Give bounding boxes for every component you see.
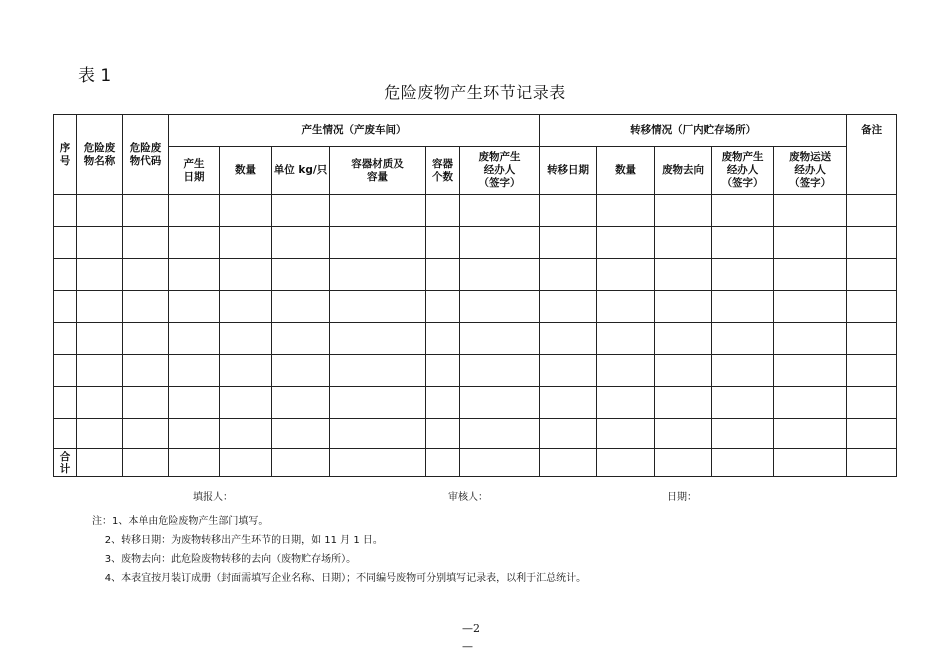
table-row: [54, 291, 897, 323]
page-number-line: —: [462, 640, 473, 653]
header-waste-code: 危险废 物代码: [123, 115, 169, 195]
waste-code-cell[interactable]: [123, 259, 169, 291]
remarks-cell[interactable]: [847, 355, 897, 387]
waste-code-cell[interactable]: [123, 419, 169, 449]
transfer-date-cell[interactable]: [540, 387, 597, 419]
transfer-quantity-cell[interactable]: [597, 355, 655, 387]
table-row: [54, 227, 897, 259]
transfer-quantity-cell[interactable]: [597, 291, 655, 323]
unit-cell[interactable]: [272, 387, 330, 419]
header-production-group: 产生情况（产废车间）: [169, 115, 540, 147]
transfer-quantity-cell[interactable]: [597, 259, 655, 291]
waste-code-cell[interactable]: [123, 355, 169, 387]
serial-cell[interactable]: [54, 195, 77, 227]
total-waste-name-cell[interactable]: [77, 449, 123, 477]
header-waste-name: 危险废 物名称: [77, 115, 123, 195]
header-production-date: 产生 日期: [169, 147, 220, 195]
waste-code-cell[interactable]: [123, 323, 169, 355]
waste-name-cell[interactable]: [77, 387, 123, 419]
container-count-cell[interactable]: [426, 195, 460, 227]
transfer-quantity-cell[interactable]: [597, 387, 655, 419]
waste-name-cell[interactable]: [77, 195, 123, 227]
serial-cell[interactable]: [54, 387, 77, 419]
transfer-quantity-cell[interactable]: [597, 419, 655, 449]
serial-cell[interactable]: [54, 419, 77, 449]
unit-cell[interactable]: [272, 227, 330, 259]
hazardous-waste-record-table: [53, 114, 897, 477]
note-item: 注：1、本单由危险废物产生部门填写。: [92, 516, 269, 527]
header-transfer-production-handler: 废物产生 经办人 （签字）: [712, 147, 774, 195]
table-row: [54, 323, 897, 355]
transfer-date-cell[interactable]: [540, 195, 597, 227]
remarks-cell[interactable]: [847, 323, 897, 355]
serial-cell[interactable]: [54, 227, 77, 259]
production-date-cell[interactable]: [169, 291, 220, 323]
production-quantity-cell[interactable]: [220, 195, 272, 227]
transfer-date-cell[interactable]: [540, 259, 597, 291]
date-signature-label: 日期：: [667, 492, 697, 503]
transfer-date-cell[interactable]: [540, 227, 597, 259]
filler-signature-label: 填报人：: [193, 492, 233, 503]
waste-name-cell[interactable]: [77, 355, 123, 387]
notes-section: [92, 512, 586, 588]
remarks-cell[interactable]: [847, 259, 897, 291]
header-remarks: 备注: [847, 115, 897, 195]
header-serial: 序 号: [54, 115, 77, 195]
unit-cell[interactable]: [272, 355, 330, 387]
header-waste-destination: 废物去向: [655, 147, 712, 195]
container-material-cell[interactable]: [330, 291, 426, 323]
unit-cell[interactable]: [272, 291, 330, 323]
transport-handler-cell[interactable]: [774, 195, 847, 227]
header-production-unit: 单位 kg/只: [272, 147, 330, 195]
waste-code-cell[interactable]: [123, 227, 169, 259]
destination-cell[interactable]: [655, 323, 712, 355]
container-count-cell[interactable]: [426, 419, 460, 449]
total-transfer-date-cell[interactable]: [540, 449, 597, 477]
transfer-production-handler-cell[interactable]: [712, 323, 774, 355]
waste-name-cell[interactable]: [77, 291, 123, 323]
total-production-date-cell[interactable]: [169, 449, 220, 477]
unit-cell[interactable]: [272, 195, 330, 227]
transfer-production-handler-cell[interactable]: [712, 291, 774, 323]
table-number: 表 1: [78, 66, 112, 86]
total-container-material-cell[interactable]: [330, 449, 426, 477]
container-count-cell[interactable]: [426, 323, 460, 355]
production-handler-cell[interactable]: [460, 419, 540, 449]
total-label: 合 计: [54, 449, 77, 477]
transport-handler-cell[interactable]: [774, 419, 847, 449]
transfer-production-handler-cell[interactable]: [712, 259, 774, 291]
destination-cell[interactable]: [655, 387, 712, 419]
remarks-cell[interactable]: [847, 419, 897, 449]
note-item: 4、本表宜按月装订成册（封面需填写企业名称、日期）；不同编号废物可分别填写记录表，以利于汇总统计。: [92, 573, 587, 584]
waste-name-cell[interactable]: [77, 323, 123, 355]
transport-handler-cell[interactable]: [774, 387, 847, 419]
transfer-production-handler-cell[interactable]: [712, 195, 774, 227]
total-unit-cell[interactable]: [272, 449, 330, 477]
total-container-count-cell[interactable]: [426, 449, 460, 477]
remarks-cell[interactable]: [847, 291, 897, 323]
production-quantity-cell[interactable]: [220, 419, 272, 449]
page-number: [462, 620, 480, 656]
total-row: [54, 449, 897, 477]
production-date-cell[interactable]: [169, 323, 220, 355]
production-quantity-cell[interactable]: [220, 227, 272, 259]
production-quantity-cell[interactable]: [220, 323, 272, 355]
production-quantity-cell[interactable]: [220, 259, 272, 291]
serial-cell[interactable]: [54, 355, 77, 387]
production-handler-cell[interactable]: [460, 323, 540, 355]
reviewer-signature-label: 审核人：: [448, 492, 488, 503]
remarks-cell[interactable]: [847, 227, 897, 259]
table-row: [54, 259, 897, 291]
header-production-handler: 废物产生 经办人 （签字）: [460, 147, 540, 195]
container-material-cell[interactable]: [330, 227, 426, 259]
unit-cell[interactable]: [272, 419, 330, 449]
container-count-cell[interactable]: [426, 355, 460, 387]
waste-name-cell[interactable]: [77, 419, 123, 449]
transport-handler-cell[interactable]: [774, 291, 847, 323]
waste-code-cell[interactable]: [123, 195, 169, 227]
production-handler-cell[interactable]: [460, 195, 540, 227]
transport-handler-cell[interactable]: [774, 355, 847, 387]
container-count-cell[interactable]: [426, 259, 460, 291]
header-transfer-date: 转移日期: [540, 147, 597, 195]
total-waste-code-cell[interactable]: [123, 449, 169, 477]
container-material-cell[interactable]: [330, 387, 426, 419]
header-transfer-quantity: 数量: [597, 147, 655, 195]
destination-cell[interactable]: [655, 355, 712, 387]
header-transport-handler: 废物运送 经办人 （签字）: [774, 147, 847, 195]
container-material-cell[interactable]: [330, 355, 426, 387]
container-material-cell[interactable]: [330, 259, 426, 291]
transfer-quantity-cell[interactable]: [597, 323, 655, 355]
table-row: [54, 195, 897, 227]
remarks-cell[interactable]: [847, 195, 897, 227]
production-handler-cell[interactable]: [460, 259, 540, 291]
total-production-quantity-cell[interactable]: [220, 449, 272, 477]
destination-cell[interactable]: [655, 259, 712, 291]
document-title: 危险废物产生环节记录表: [384, 83, 566, 102]
destination-cell[interactable]: [655, 291, 712, 323]
container-material-cell[interactable]: [330, 419, 426, 449]
production-date-cell[interactable]: [169, 355, 220, 387]
production-handler-cell[interactable]: [460, 387, 540, 419]
total-transfer-production-handler-cell[interactable]: [712, 449, 774, 477]
transport-handler-cell[interactable]: [774, 259, 847, 291]
total-transfer-quantity-cell[interactable]: [597, 449, 655, 477]
unit-cell[interactable]: [272, 323, 330, 355]
total-transport-handler-cell[interactable]: [774, 449, 847, 477]
serial-cell[interactable]: [54, 323, 77, 355]
header-container-count: 容器 个数: [426, 147, 460, 195]
transport-handler-cell[interactable]: [774, 227, 847, 259]
production-date-cell[interactable]: [169, 227, 220, 259]
note-item: 3、废物去向：此危险废物转移的去向（废物贮存场所）。: [92, 554, 357, 565]
transfer-production-handler-cell[interactable]: [712, 419, 774, 449]
transfer-quantity-cell[interactable]: [597, 227, 655, 259]
header-transfer-group: 转移情况（厂内贮存场所）: [540, 115, 847, 147]
transfer-date-cell[interactable]: [540, 323, 597, 355]
transfer-quantity-cell[interactable]: [597, 195, 655, 227]
transfer-date-cell[interactable]: [540, 291, 597, 323]
table-row: [54, 419, 897, 449]
header-container-material: 容器材质及 容量: [330, 147, 426, 195]
destination-cell[interactable]: [655, 419, 712, 449]
destination-cell[interactable]: [655, 227, 712, 259]
remarks-cell[interactable]: [847, 387, 897, 419]
container-count-cell[interactable]: [426, 227, 460, 259]
transfer-production-handler-cell[interactable]: [712, 387, 774, 419]
waste-name-cell[interactable]: [77, 259, 123, 291]
note-item: 2、转移日期：为废物转移出产生环节的日期，如 11 月 1 日。: [92, 535, 383, 546]
transfer-date-cell[interactable]: [540, 419, 597, 449]
container-count-cell[interactable]: [426, 387, 460, 419]
production-date-cell[interactable]: [169, 195, 220, 227]
destination-cell[interactable]: [655, 195, 712, 227]
production-date-cell[interactable]: [169, 387, 220, 419]
container-count-cell[interactable]: [426, 291, 460, 323]
production-date-cell[interactable]: [169, 419, 220, 449]
transfer-production-handler-cell[interactable]: [712, 355, 774, 387]
production-quantity-cell[interactable]: [220, 291, 272, 323]
header-production-quantity: 数量: [220, 147, 272, 195]
waste-code-cell[interactable]: [123, 291, 169, 323]
total-remarks-cell[interactable]: [847, 449, 897, 477]
serial-cell[interactable]: [54, 259, 77, 291]
transfer-date-cell[interactable]: [540, 355, 597, 387]
container-material-cell[interactable]: [330, 323, 426, 355]
production-handler-cell[interactable]: [460, 355, 540, 387]
production-quantity-cell[interactable]: [220, 355, 272, 387]
waste-code-cell[interactable]: [123, 387, 169, 419]
unit-cell[interactable]: [272, 259, 330, 291]
table-row: [54, 387, 897, 419]
waste-name-cell[interactable]: [77, 227, 123, 259]
total-destination-cell[interactable]: [655, 449, 712, 477]
page-number-line: —2: [462, 622, 480, 635]
production-handler-cell[interactable]: [460, 291, 540, 323]
production-handler-cell[interactable]: [460, 227, 540, 259]
serial-cell[interactable]: [54, 291, 77, 323]
table-row: [54, 355, 897, 387]
container-material-cell[interactable]: [330, 195, 426, 227]
transfer-production-handler-cell[interactable]: [712, 227, 774, 259]
production-date-cell[interactable]: [169, 259, 220, 291]
transport-handler-cell[interactable]: [774, 323, 847, 355]
production-quantity-cell[interactable]: [220, 387, 272, 419]
total-production-handler-cell[interactable]: [460, 449, 540, 477]
